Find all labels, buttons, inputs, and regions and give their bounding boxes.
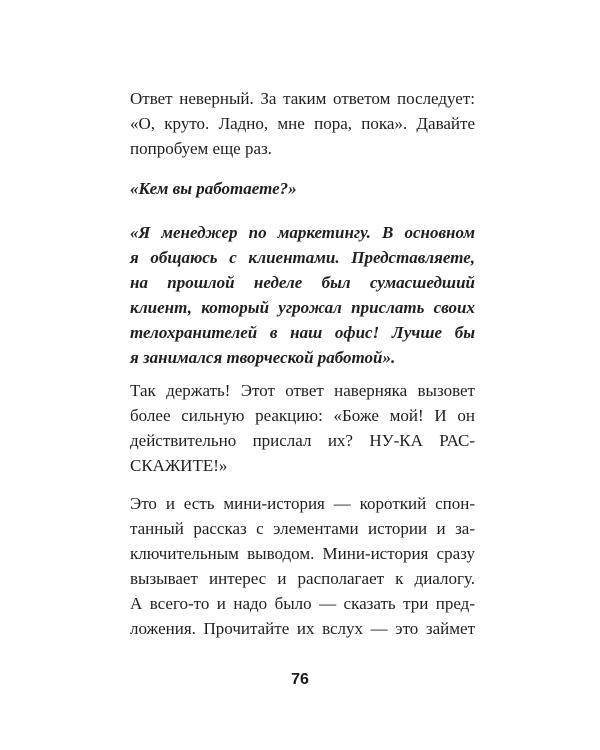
paragraph-wrong-answer: [130, 86, 475, 161]
text-line: «Я менеджер по маркетингу. В основном: [130, 223, 475, 242]
text-line: я занимался творческой работой».: [130, 348, 396, 367]
text-line: «О, круто. Ладно, мне пора, пока». Давайте: [130, 114, 475, 133]
text-line: «Кем вы работаете?»: [130, 179, 297, 198]
page-number: 76: [291, 671, 309, 688]
paragraph-good-answer: [130, 378, 475, 478]
text-line: попробуем еще раз.: [130, 139, 272, 158]
text-line: телохранителей в наш офис! Лучше бы: [130, 323, 475, 342]
text-line: Это и есть мини-история — короткий спон-: [130, 494, 475, 513]
text-line: на прошлой неделе был сумасшедший: [130, 273, 475, 292]
text-line: действительно прислал их? НУ-КА РАС-: [130, 431, 475, 450]
text-line: Ответ неверный. За таким ответом последует:: [130, 89, 475, 108]
text-line: Так держать! Этот ответ наверняка вызовет: [130, 381, 475, 400]
text-line: танный рассказ с элементами истории и за-: [130, 519, 475, 538]
question-quote: [130, 176, 475, 201]
text-line: СКАЖИТЕ!»: [130, 456, 228, 475]
paragraph-mini-story: [130, 491, 475, 641]
answer-quote: [130, 220, 475, 370]
text-line: вызывает интерес и располагает к диалогу.: [130, 569, 475, 588]
text-line: А всего-то и надо было — сказать три пред-: [130, 594, 475, 613]
text-line: я общаюсь с клиентами. Представляете,: [130, 248, 475, 267]
text-line: более сильную реакцию: «Боже мой! И он: [130, 406, 475, 425]
text-line: ключительным выводом. Мини-история сразу: [130, 544, 475, 563]
text-line: клиент, который угрожал прислать своих: [130, 298, 475, 317]
text-line: ложения. Прочитайте их вслух — это займет: [130, 619, 475, 638]
